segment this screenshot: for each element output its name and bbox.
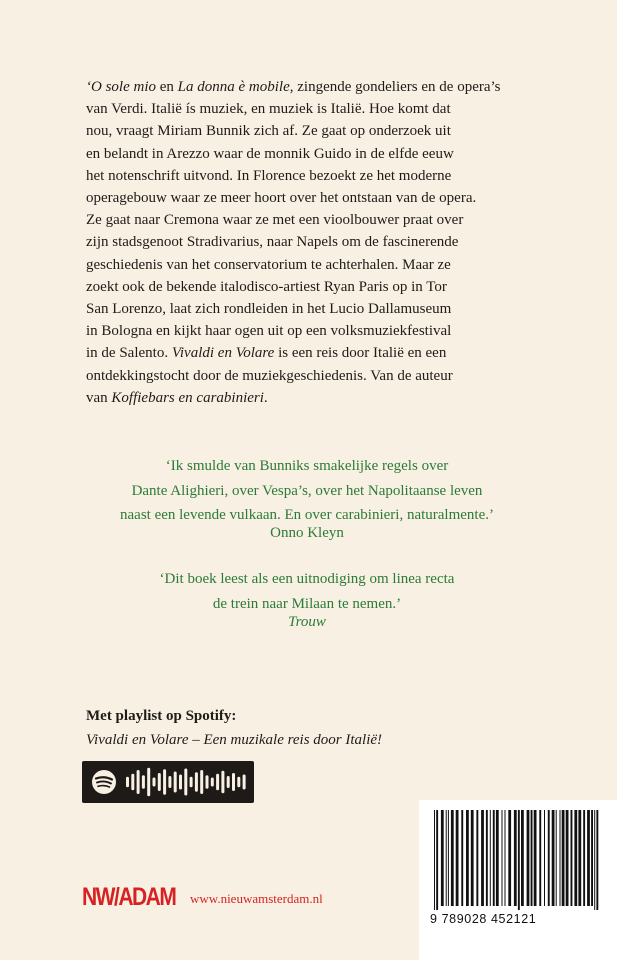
barcode-stripe [486,810,488,906]
barcode-stripe [461,810,463,906]
isbn-barcode [430,810,606,910]
barcode-stripe [578,810,581,906]
description-line [86,387,561,409]
code-bar [137,770,140,794]
quote-line: de trein naar Milaan te nemen.’ [212,595,402,612]
isbn-number: 9 789028 452121 [430,912,537,926]
code-bar [168,776,171,788]
barcode-stripe [446,810,447,906]
description-line: en belandt in Arezzo waar de monnik Guido in de elfde eeuw [86,145,454,162]
code-bar [227,776,230,788]
barcode-stripe [527,810,530,906]
barcode-stripe [481,810,484,906]
description-line: San Lorenzo, laat zich rondleiden in het Lucio Dallamuseum [86,301,452,318]
barcode-stripe [556,810,557,906]
review-quote [70,567,544,616]
code-bar [190,777,193,788]
code-bar [237,777,240,788]
barcode-stripe [566,810,569,906]
publisher-logo: NW/ADAM [82,884,176,912]
quote-line: ‘Ik smulde van Bunniks smakelijke regels over [165,458,449,474]
code-bar [126,777,129,788]
description-line: Ze gaat naar Cremona waar ze met een vioolbouwer praat over [86,212,464,229]
barcode-stripe [596,810,598,910]
spotify-code[interactable] [82,761,254,803]
barcode-stripe [456,810,459,906]
barcode-stripe [594,810,595,910]
code-bar [243,775,246,790]
playlist-title: Vivaldi en Volare – Een muzikale reis door Italië! [86,732,383,748]
description-line: nou, vraagt Miriam Bunnik zich af. Ze gaat op onderzoek uit [86,123,451,140]
barcode-stripe [508,810,511,906]
spotify-code-graphic [82,761,254,803]
song-title: ‘O sole mio [86,79,156,95]
description-line [86,342,561,364]
code-bar [153,778,156,787]
barcode-stripe [466,810,469,906]
text: en [156,79,178,95]
barcode-stripe [574,810,577,906]
song-title: La donna è mobile [177,79,290,95]
code-bar [163,769,166,795]
barcode-stripe [490,810,491,906]
code-bar [221,771,224,794]
code-bar [147,768,150,797]
barcode-stripe [571,810,573,906]
barcode-stripe [436,810,438,910]
barcode-stripe [502,810,503,906]
spotify-logo-icon [92,770,116,794]
description-line: ontdekkingstocht door de muziekgeschiedenis. Van de auteur [86,367,453,384]
barcode-stripe [591,810,593,906]
text: , zingende gondeliers en de opera’s [289,79,501,95]
description-line: geschiedenis van het conservatorium te achterhalen. Maar ze [86,256,451,273]
barcode-stripe [448,810,449,906]
barcode-stripe [493,810,495,906]
book-title: Koffiebars en carabinieri [111,389,264,406]
code-bar [184,769,187,796]
barcode-stripe [539,810,541,906]
description-line: zoekt ook de bekende italodisco-artiest Ryan Paris op in Tor [86,278,447,295]
barcode-stripe [587,810,590,906]
barcode-stripe [560,810,561,906]
code-bar [195,772,198,792]
code-bar [142,775,145,789]
barcode-stripe [451,810,454,906]
quote-line: naast een levende vulkaan. En over carabinieri, naturalmente.’ [120,507,494,523]
code-bar [211,778,214,787]
barcode-stripe [552,810,555,906]
barcode-stripe [496,810,499,906]
barcode-stripe [534,810,537,906]
barcode-stripe [548,810,550,906]
spotify-heading: Met playlist op Spotify: [86,708,237,724]
description-line: zijn stadsgenoot Stradivarius, naar Napels om de fascinerende [86,234,459,251]
book-description [86,76,561,409]
barcode-stripe [521,810,524,906]
quote-source: Trouw [288,614,326,630]
code-bar [200,770,203,794]
barcode-stripe [514,810,517,906]
text: is een reis door Italië en een [274,345,447,362]
barcode-stripe [562,810,565,906]
barcode-stripe [441,810,444,906]
quote-line: Dante Alighieri, over Vespa’s, over het Napolitaanse leven [131,482,483,499]
quote-line: ‘Dit boek leest als een uitnodiging om linea recta [159,571,455,587]
description-line: het notenschrift uitvond. In Florence bezoekt ze het moderne [86,167,452,184]
publisher-url[interactable]: www.nieuwamsterdam.nl [190,891,323,906]
text: in de Salento. [86,345,172,362]
text: van [86,389,112,406]
barcode-stripe [583,810,585,906]
barcode-stripe [518,810,520,910]
review-quote [70,454,544,528]
quote-author: Onno Kleyn [270,525,344,541]
text: . [263,389,268,406]
description-line: van Verdi. Italië ís muziek, en muziek is Italië. Hoe komt dat [86,101,451,118]
code-bar [174,772,177,793]
code-bar [131,774,134,791]
barcode-stripe [471,810,474,906]
code-bar [206,775,209,789]
code-bar [232,773,235,791]
barcode-stripe [544,810,545,906]
description-line: operagebouw waar ze meer hoort over het ontstaan van de opera. [86,190,477,207]
book-title: Vivaldi en Volare [171,345,275,362]
code-bar [216,774,219,791]
barcode-stripe [505,810,506,906]
barcode-stripe [434,810,435,910]
barcode-stripe [531,810,533,906]
description-line: in Bologna en kijkt haar ogen uit op een volksmuziekfestival [86,323,452,340]
code-bar [179,775,182,790]
spotify-code-bars [126,768,246,797]
code-bar [158,773,161,791]
description-line [86,76,561,98]
barcode-stripe [476,810,478,906]
